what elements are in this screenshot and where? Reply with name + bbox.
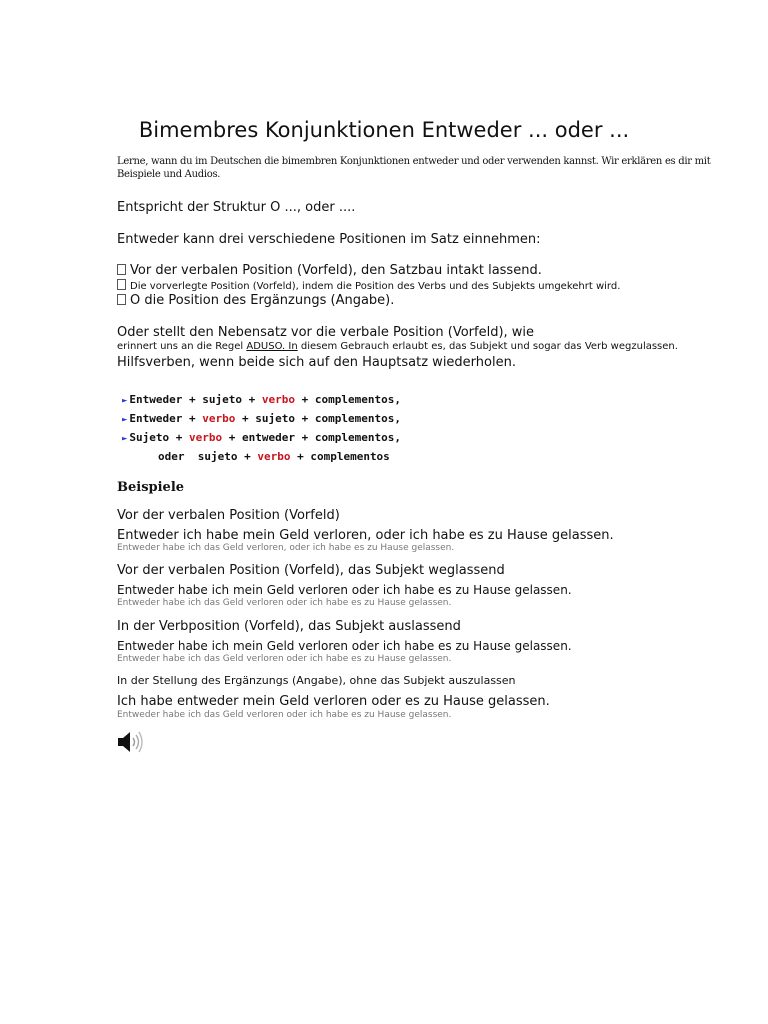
intro-line-2: Beispiele und Audios. [117,169,221,180]
arrow-icon: ► [122,434,128,444]
structure-text: Entspricht der Struktur O ..., oder .... [117,200,356,215]
formula-3: ► Sujeto + verbo + entweder + complementos, [122,431,401,444]
position-item-2: Die vorverlegte Position (Vorfeld), indem die Position des Verbs und des Subjekts umgekehrt wird. [117,279,620,292]
position-item-1: Vor der verbalen Position (Vorfeld), den Satzbau intakt lassend. [117,263,542,278]
speaker-icon[interactable] [117,729,145,755]
examples-heading: Beispiele [117,480,185,495]
example-2-heading: Vor der verbalen Position (Vorfeld), das Subjekt weglassend [117,563,505,578]
example-2-translation: Entweder habe ich das Geld verloren oder ich habe es zu Hause gelassen. [117,598,452,608]
formula-4: oder sujeto + verbo + complementos [158,450,390,463]
speaker-icon-graphic [117,729,145,755]
oder-line-1: Oder stellt den Nebensatz vor die verbale Position (Vorfeld), wie [117,325,535,340]
example-3-translation: Entweder habe ich das Geld verloren oder ich habe es zu Hause gelassen. [117,654,452,664]
formula-2: ► Entweder + verbo + sujeto + complementos, [122,412,401,425]
intro-line-1: Lerne, wann du im Deutschen die bimembren Konjunktionen entweder und oder verwenden kannst. Wir erklären es dir mit [117,156,711,167]
position-item-3: O die Position des Ergänzungs (Angabe). [117,293,394,308]
example-1-translation: Entweder habe ich das Geld verloren, oder ich habe es zu Hause gelassen. [117,543,455,553]
bullet-box-icon [117,294,126,305]
arrow-icon: ► [122,396,128,406]
example-4-sentence: Ich habe entweder mein Geld verloren oder es zu Hause gelassen. [117,694,550,709]
example-2-sentence: Entweder habe ich mein Geld verloren oder ich habe es zu Hause gelassen. [117,583,572,597]
bullet-box-icon [117,279,126,290]
example-4-heading: In der Stellung des Ergänzungs (Angabe), ohne das Subjekt auszulassen [117,674,516,687]
oder-line-2: erinnert uns an die Regel ADUSO. In diesem Gebrauch erlaubt es, das Subjekt und sogar das Verb wegzulassen. [117,341,678,352]
aduso-link[interactable]: ADUSO. In [246,341,298,352]
example-1-sentence: Entweder ich habe mein Geld verloren, oder ich habe es zu Hause gelassen. [117,528,614,543]
positions-intro: Entweder kann drei verschiedene Positionen im Satz einnehmen: [117,232,541,247]
bullet-box-icon [117,264,126,275]
example-4-translation: Entweder habe ich das Geld verloren oder ich habe es zu Hause gelassen. [117,710,452,720]
formula-1: ► Entweder + sujeto + verbo + complementos, [122,393,401,406]
page-title: Bimembres Konjunktionen Entweder ... oder ... [138,118,630,142]
example-3-heading: In der Verbposition (Vorfeld), das Subjekt auslassend [117,619,461,634]
arrow-icon: ► [122,415,128,425]
example-3-sentence: Entweder habe ich mein Geld verloren oder ich habe es zu Hause gelassen. [117,639,572,653]
example-1-heading: Vor der verbalen Position (Vorfeld) [117,508,340,523]
oder-line-3: Hilfsverben, wenn beide sich auf den Hauptsatz wiederholen. [117,355,516,370]
